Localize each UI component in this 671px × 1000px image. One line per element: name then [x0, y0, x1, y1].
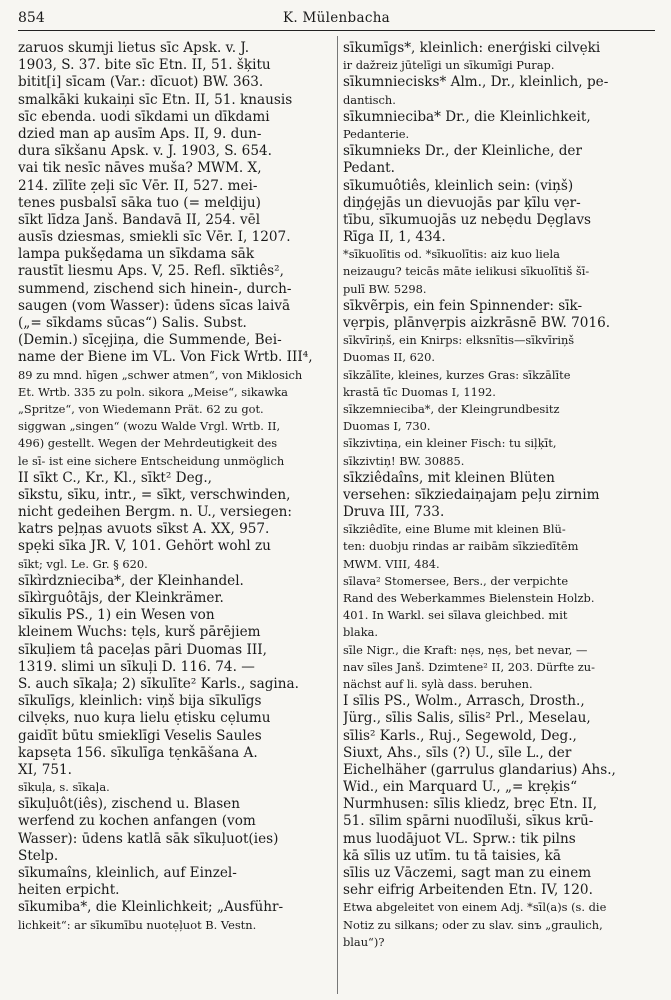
text-line: katrs peļņas avuots sīkst A. XX, 957. — [18, 521, 270, 538]
page-number: 854 — [18, 10, 45, 26]
text-line: (Demin.) sīcẹjiņa, die Summende, Bei- — [18, 332, 282, 349]
text-line: lampa pukšẹdama un sīkdama sāk — [18, 246, 255, 263]
left-column — [18, 40, 333, 1000]
page-header — [18, 8, 655, 31]
text-line: Eichelhäher (garrulus glandarius) Ahs., — [343, 761, 616, 778]
text-line: neizaugu? teicās māte ielikusi sīkuolītiš šī- — [343, 264, 590, 279]
text-line: II sīkt C., Kr., Kl., sīkt² Deg., — [18, 469, 212, 486]
text-line: sīkumniecisks* Alm., Dr., kleinlich, pe- — [343, 74, 609, 91]
text-line: ausīs dziesmas, smiekli sīc Vēr. I, 1207. — [18, 229, 291, 246]
text-line: versehen: sīkziedaiņajam peļu zirnim — [343, 486, 600, 503]
text-line: sīkulīgs, kleinlich: viņš bija sīkulīgs — [18, 693, 262, 710]
text-line: Pedant. — [343, 160, 395, 177]
text-line: 496) gestellt. Wegen der Mehrdeutigkeit des — [18, 436, 278, 451]
text-line: MWM. VIII, 484. — [343, 556, 440, 571]
text-line: sīkzivtiņa, ein kleiner Fisch: tu siļķīt, — [343, 436, 557, 451]
text-line: *sīkuolītis od. *sīkuolītis: aiz kuo liela — [343, 247, 560, 262]
text-line: werfend zu kochen anfangen (vom — [18, 813, 256, 830]
text-line: cilvẹks, nuo kuŗa lielu ẹtisku cẹlumu — [18, 710, 271, 727]
text-line: Duomas I, 730. — [343, 419, 431, 434]
text-line: Pedanterie. — [343, 126, 410, 141]
right-column — [343, 40, 655, 1000]
text-line: tību, sīkumuojās uz nebẹdu Dẹglavs — [343, 211, 591, 228]
text-line: kā sīlis uz utīm. tu tā taisies, kā — [343, 847, 561, 864]
text-line: sīkvẽrpis, ein fein Spinnender: sīk- — [343, 297, 583, 314]
text-line: sīc ebenda. uodi sīkdami un dīkdami — [18, 108, 270, 125]
text-line: gaidīt būtu smieklīgi Veselis Saules — [18, 727, 262, 744]
text-line: 1319. slimi un sīkuļi D. 116. 74. — — [18, 658, 255, 675]
text-line: („= sīkdams sūcas“) Salis. Subst. — [18, 315, 247, 331]
column-divider — [337, 36, 338, 994]
text-line: nav sīles Janš. Dzimtene² II, 203. Dürfte zu- — [343, 659, 595, 674]
text-line: lichkeit“: ar sīkumību nuotẹļuot B. Vestn. — [18, 917, 257, 932]
text-line: sīkzālīte, kleines, kurzes Gras: sīkzālīte — [343, 367, 571, 382]
text-line: vẹrpis, plānvẹrpis aizkrāsnē BW. 7016. — [343, 315, 611, 331]
text-line: vai tik nesīc nāves muša? MWM. X, — [18, 160, 262, 177]
text-line: ten: duobju rindas ar raibām sīkziedītēm — [343, 539, 579, 554]
text-line: heiten erpicht. — [18, 882, 120, 899]
text-line: name der Biene im VL. Von Fick Wrtb. III⁴, — [18, 349, 313, 366]
text-line: diņģẹjās un dievuojās par ķīlu vẹr- — [343, 194, 581, 211]
text-line: raustīt liesmu Aps. V, 25. Refl. sīktiês², — [18, 263, 284, 280]
text-line: sehr eifrig Arbeitenden Etn. IV, 120. — [343, 882, 593, 899]
text-line: Duomas II, 620. — [343, 350, 435, 365]
text-line: sīlis² Karls., Ruj., Segewold, Deg., — [343, 727, 577, 744]
text-line: sīkumīgs*, kleinlich: enerģiski cilvẹki — [343, 40, 601, 56]
text-line: saugen (vom Wasser): ūdens sīcas laivā — [18, 297, 291, 314]
text-line: blaka. — [343, 625, 379, 640]
text-line: Nurmhusen: sīlis kliedz, brẹc Etn. II, — [343, 796, 598, 813]
text-line: sīkzivtiņ! BW. 30885. — [343, 453, 465, 468]
text-line: siggwan „singen“ (wozu Walde Vrgl. Wrtb. II, — [18, 419, 281, 434]
text-line: ir dažreiz jūtelīgi un sīkumīgi Purap. — [343, 58, 555, 73]
text-line: 1903, S. 37. bite sīc Etn. II, 51. šķitu — [18, 57, 271, 74]
text-line: tenes pusbalsī sāka tuo (= melḍiju) — [18, 194, 261, 211]
text-line: sīkumuôtiês, kleinlich sein: (viņš) — [343, 177, 574, 194]
text-line: summend, zischend sich hinein-, durch- — [18, 280, 292, 297]
text-line: Rīga II, 1, 434. — [343, 229, 446, 246]
text-line: 401. In Warkl. sei sīlava gleichbed. mit — [343, 608, 568, 623]
text-line: sīkstu, sīku, intr., = sīkt, verschwinden, — [18, 486, 291, 503]
text-line: sīkumaîns, kleinlich, auf Einzel- — [18, 865, 237, 881]
text-line: S. auch sīkaļa; 2) sīkulīte² Karls., sagina. — [18, 675, 299, 692]
text-line: Wid., ein Marquard U., „= krẹķis“ — [343, 779, 578, 796]
text-line: 89 zu mnd. hīgen „schwer atmen“, von Miklosich — [18, 367, 303, 382]
text-line: sīlis uz Vāczemi, sagt man zu einem — [343, 865, 592, 881]
text-line: kleinem Wuchs: tẹls, kurš pārējiem — [18, 624, 261, 641]
text-line: smalkāki kukaiņi sīc Etn. II, 51. knausis — [18, 91, 293, 108]
text-line: zaruos skumji lietus sīc Apsk. v. J. — [18, 40, 250, 56]
text-line: sīkuļuôt(iês), zischend u. Blasen — [18, 796, 240, 813]
text-line: Druva III, 733. — [343, 504, 445, 521]
text-line: 51. sīlim spārni nuodīluši, sīkus krū- — [343, 813, 594, 830]
text-line: sīkzemnieciba*, der Kleingrundbesitz — [343, 401, 560, 416]
text-line: sīkumnieciba* Dr., die Kleinlichkeit, — [343, 108, 591, 125]
text-line: Etwa abgeleitet von einem Adj. *sīl(a)s (s. die — [343, 900, 607, 915]
text-line: sīkumnieks Dr., der Kleinliche, der — [343, 143, 582, 160]
text-line: Wasser): ūdens katlā sāk sīkuļuot(ies) — [18, 830, 279, 847]
text-line: krastā tīc Duomas I, 1192. — [343, 384, 496, 399]
text-line: sīkt; vgl. Le. Gr. § 620. — [18, 556, 148, 571]
text-line: sīkziêdīte, eine Blume mit kleinen Blü- — [343, 522, 566, 537]
text-line: dzied man ap ausīm Aps. II, 9. dun- — [18, 125, 262, 142]
text-line: nicht gedeihen Bergm. n. U., versiegen: — [18, 504, 292, 521]
text-line: Et. Wrtb. 335 zu poln. sikora „Meise“, sikawka — [18, 384, 288, 399]
text-line: sīkt līdza Janš. Bandavā II, 254. vēl — [18, 211, 261, 228]
text-line: sīkìrguôtājs, der Kleinkrämer. — [18, 590, 224, 606]
text-line: Stelp. — [18, 847, 59, 864]
text-line: „Spritze“, von Wiedemann Prät. 62 zu got. — [18, 401, 264, 416]
text-line: sīkumiba*, die Kleinlichkeit; „Ausführ- — [18, 899, 284, 916]
text-line: sīle Nigr., die Kraft: nẹs, nẹs, bet nevar, — — [343, 642, 588, 657]
text-line: mus luodājuot VL. Sprw.: tik pilns — [343, 830, 576, 847]
text-line: Jürg., sīlis Salis, sīlis² Prl., Meselau, — [343, 710, 591, 727]
text-line: sīkulis PS., 1) ein Wesen von — [18, 607, 215, 624]
text-line: sīkìrdznieciba*, der Kleinhandel. — [18, 572, 244, 589]
text-line: sīkuļiem tâ paceļas pāri Duomas III, — [18, 641, 267, 658]
text-line: spẹki sīka JR. V, 101. Gehört wohl zu — [18, 538, 271, 555]
text-line: Siuxt, Ahs., sīls (?) U., sīle L., der — [343, 744, 572, 761]
text-line: Rand des Weberkammes Bielenstein Holzb. — [343, 591, 595, 605]
running-title: K. Mülenbacha — [282, 10, 391, 26]
text-line: sīlava² Stomersee, Bers., der verpichte — [343, 573, 569, 588]
text-line: kapsẹta 156. sīkulīga tẹnkāšana A. — [18, 744, 258, 761]
text-line: Notiz zu silkans; oder zu slav. sinъ „graulich, — [343, 917, 603, 932]
text-line: pulī BW. 5298. — [343, 281, 427, 296]
text-line: I sīlis PS., Wolm., Arrasch, Drosth., — [343, 693, 585, 710]
text-line: nächst auf li. sylà dass. beruhen. — [343, 676, 533, 691]
text-line: sīkuļa, s. sīkaļa. — [18, 780, 110, 795]
text-line: sīkvīriņš, ein Knirps: elksnītis—sīkvīriņš — [343, 333, 575, 348]
text-line: le sī- ist eine sichere Entscheidung unmöglich — [18, 453, 285, 468]
text-line: XI, 751. — [18, 761, 72, 778]
text-line: blau“)? — [343, 934, 385, 949]
text-line: bitit[i] sīcam (Var.: dīcuot) BW. 363. — [18, 74, 264, 91]
text-line: sīkziêdaîns, mit kleinen Blüten — [343, 469, 555, 486]
text-line: dura sīkšanu Apsk. v. J. 1903, S. 654. — [18, 143, 272, 160]
text-line: 214. zīlīte ẓeļi sīc Vēr. II, 527. mei- — [18, 177, 258, 194]
text-line: dantisch. — [343, 92, 396, 107]
